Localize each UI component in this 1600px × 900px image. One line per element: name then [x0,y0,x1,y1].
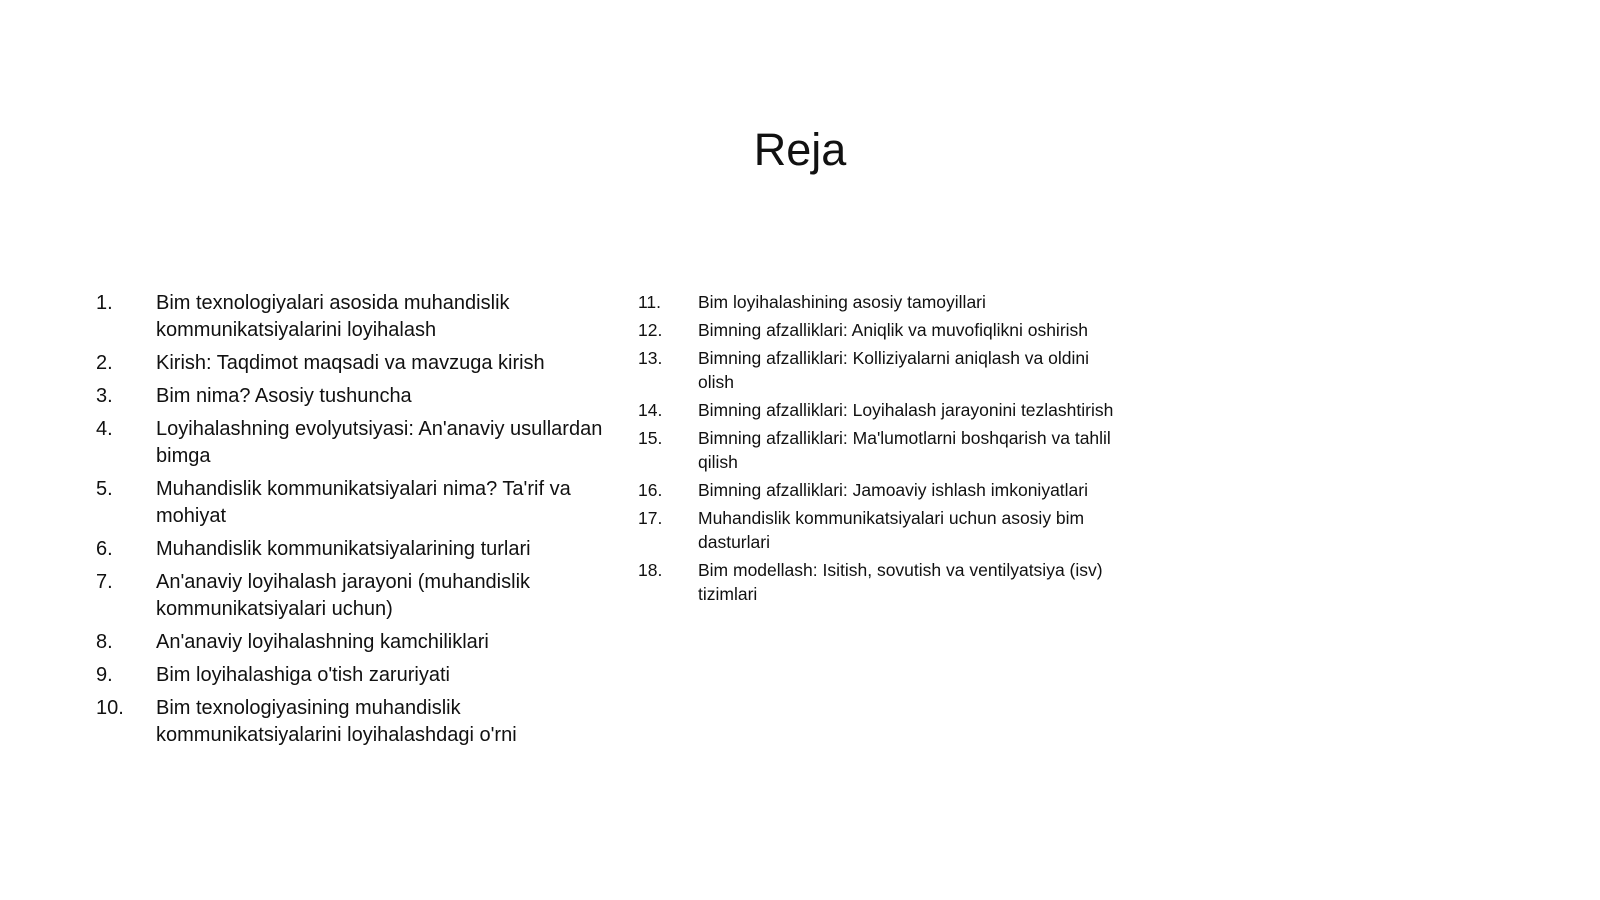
list-item [638,558,1128,606]
slide-title: Reja [753,124,847,175]
plan-list-right [638,290,1128,610]
item-text: Bim texnologiyasining muhandislik kommunikatsiyalarini loyihalashdagi o'rni [156,697,517,746]
item-number: 14. [638,400,663,420]
item-text: Muhandislik kommunikatsiyalarining turlari [156,538,531,560]
item-number: 9. [96,664,113,686]
item-number: 17. [638,508,663,528]
item-text: An'anaviy loyihalashning kamchiliklari [156,631,489,653]
item-number: 15. [638,428,663,448]
item-text: Bimning afzalliklari: Aniqlik va muvofiqlikni oshirish [698,320,1089,340]
list-item [96,695,616,749]
list-item [96,662,616,689]
list-item [638,506,1128,554]
list-item [96,536,616,563]
item-number: 16. [638,480,663,500]
list-item [96,416,616,470]
item-number: 5. [96,478,113,500]
item-text: Loyihalashning evolyutsiyasi: An'anaviy usullardan bimga [156,418,603,467]
item-number: 4. [96,418,113,440]
item-number: 11. [638,292,662,312]
item-text: Bimning afzalliklari: Jamoaviy ishlash imkoniyatlari [698,480,1088,500]
item-text: Bim nima? Asosiy tushuncha [156,385,412,407]
plan-list-left [96,290,616,755]
item-number: 1. [96,292,113,314]
list-item [638,318,1128,342]
list-item [638,426,1128,474]
item-text: Bim modellash: Isitish, sovutish va ventilyatsiya (isv) tizimlari [698,560,1103,604]
item-text: Muhandislik kommunikatsiyalari nima? Ta'rif va mohiyat [156,478,571,527]
item-text: Bimning afzalliklari: Ma'lumotlarni boshqarish va tahlil qilish [698,428,1111,472]
list-item [638,478,1128,502]
item-number: 3. [96,385,113,407]
list-item [638,346,1128,394]
item-number: 12. [638,320,663,340]
item-number: 2. [96,352,113,374]
list-item [96,629,616,656]
item-text: Muhandislik kommunikatsiyalari uchun asosiy bim dasturlari [698,508,1085,552]
item-number: 10. [96,697,124,719]
item-text: Bim loyihalashining asosiy tamoyillari [698,292,986,312]
item-text: Bim loyihalashiga o'tish zaruriyati [156,664,450,686]
item-number: 18. [638,560,663,580]
item-text: Kirish: Taqdimot maqsadi va mavzuga kirish [156,352,545,374]
list-item [638,290,1128,314]
item-text: Bimning afzalliklari: Kolliziyalarni aniqlash va oldini olish [698,348,1090,392]
item-text: Bimning afzalliklari: Loyihalash jarayonini tezlashtirish [698,400,1114,420]
item-number: 6. [96,538,113,560]
item-number: 8. [96,631,113,653]
list-item [96,569,616,623]
item-text: An'anaviy loyihalash jarayoni (muhandislik kommunikatsiyalari uchun) [156,571,531,620]
list-item [96,350,616,377]
list-item [96,383,616,410]
item-number: 13. [638,348,663,368]
item-text: Bim texnologiyalari asosida muhandislik kommunikatsiyalarini loyihalash [156,292,510,341]
item-number: 7. [96,571,113,593]
list-item [96,290,616,344]
list-item [638,398,1128,422]
list-item [96,476,616,530]
